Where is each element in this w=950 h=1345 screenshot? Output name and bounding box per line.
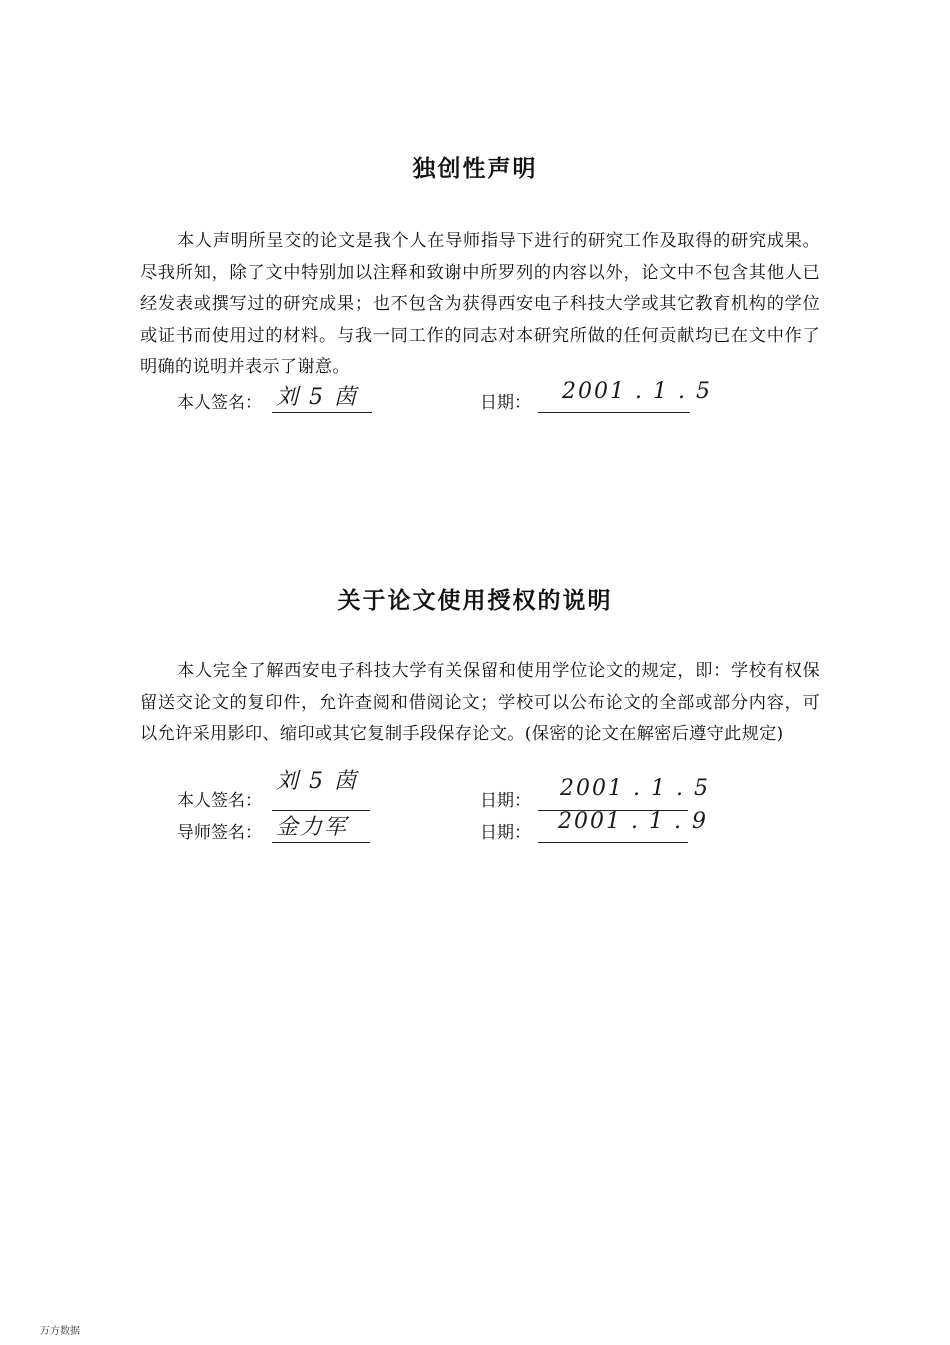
authorization-statement-paragraph: 本人完全了解西安电子科技大学有关保留和使用学位论文的规定，即：学校有权保留送交论文的复印件，允许查阅和借阅论文；学校可以公布论文的全部或部分内容，可以允许采用影印、缩印或其它复制手段保存论文。(保密的论文在解密后遵守此规定): [140, 661, 820, 744]
advisor-signature-line: [272, 814, 370, 843]
advisor-signature: 金力军: [276, 815, 349, 840]
date-line: [538, 776, 710, 811]
date-line: [538, 809, 708, 843]
authorization-author-signature-row: [0, 769, 950, 812]
watermark-text: 万方数据: [40, 1326, 80, 1337]
advisor-signature-label: 导师签名：: [177, 823, 262, 843]
originality-signature-row: [0, 379, 950, 414]
author-signature: 刘 5 茵: [276, 385, 358, 410]
author-signature-line: [272, 384, 372, 413]
signature-date: 2001 . 1 . 9: [558, 809, 708, 834]
authorization-statement-title: 关于论文使用授权的说明: [337, 588, 613, 614]
date-line: [538, 379, 712, 413]
author-signature-line: [272, 769, 370, 811]
author-signature-label: 本人签名：: [177, 393, 262, 413]
author-signature-label: 本人签名：: [177, 791, 262, 811]
signature-date: 2001 . 1 . 5: [562, 379, 712, 404]
originality-statement-paragraph: 本人声明所呈交的论文是我个人在导师指导下进行的研究工作及取得的研究成果。尽我所知，除了文中特别加以注释和致谢中所罗列的内容以外，论文中不包含其他人已经发表或撰写过的研究成果；也不包含为获得西安电子科技大学或其它教育机构的学位或证书而使用过的材料。与我一同工作的同志对本研究所做的任何贡献均已在文中作了明确的说明并表示了谢意。: [140, 231, 820, 377]
authorization-advisor-signature-row: [0, 809, 950, 844]
author-signature: 刘 5 茵: [276, 769, 358, 794]
date-label: 日期：: [480, 791, 531, 811]
date-label: 日期：: [480, 823, 531, 843]
originality-statement-title: 独创性声明: [412, 156, 538, 182]
date-label: 日期：: [480, 393, 531, 413]
signature-date: 2001 . 1 . 5: [560, 776, 710, 801]
